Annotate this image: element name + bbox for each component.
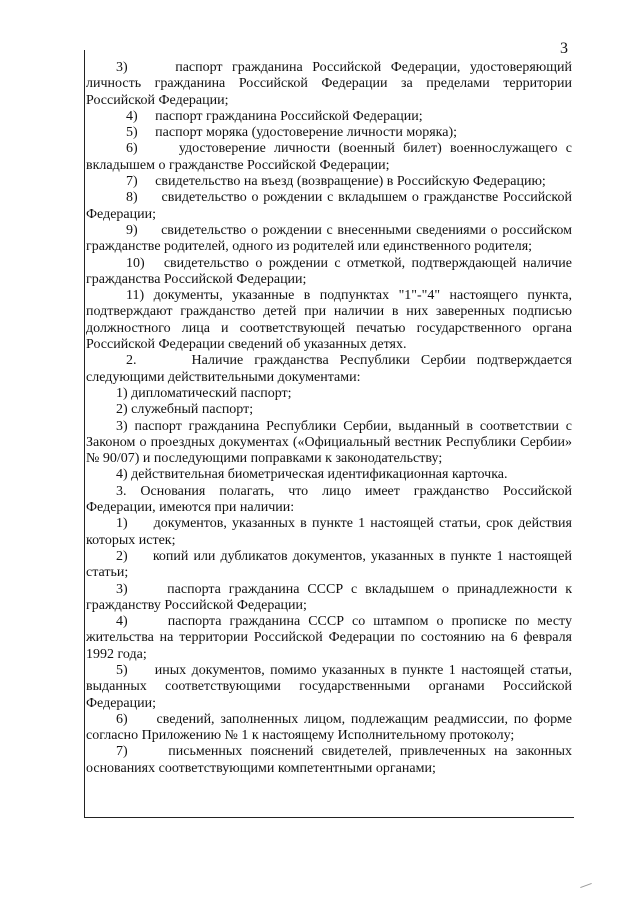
paragraph-1-4: 4) паспорт гражданина Российской Федерации;	[126, 108, 423, 124]
paragraph-1-3: 3) паспорт гражданина Российской Федерации, удостоверяющий личность гражданина Российской Федерации за пределами территории Российской Федерации;	[86, 60, 572, 108]
paragraph-3-5: 5) иных документов, помимо указанных в пункте 1 настоящей статьи, выданных соответствующими государственными органами Российской Федерации;	[86, 662, 572, 711]
paragraph-3-4: 4) паспорта гражданина СССР со штампом о прописке по месту жительства на территории Российской Федерации по состоянию на 6 февраля 1992 года;	[86, 614, 572, 662]
paragraph-1-5: 5) паспорт моряка (удостоверение личности моряка);	[126, 125, 458, 141]
paragraph-2-2: 2) служебный паспорт;	[116, 402, 254, 418]
paragraph-3-7: 7) письменных пояснений свидетелей, привлеченных на законных основаниях соответствующими компетентными органами;	[86, 744, 572, 776]
paragraph-1-10: 10) свидетельство о рождении с отметкой, подтверждающей наличие гражданства Российской Федерации;	[86, 255, 572, 287]
paragraph-3-1: 1) документов, указанных в пункте 1 настоящей статьи, срок действия которых истек;	[86, 516, 572, 548]
document-body	[86, 60, 572, 777]
paragraph-3-2: 2) копий или дубликатов документов, указанных в пункте 1 настоящей статьи;	[86, 548, 572, 581]
paragraph-3-6: 6) сведений, заполненных лицом, подлежащим реадмиссии, по форме согласно Приложению № 1 к настоящему Исполнительному протоколу;	[86, 711, 572, 744]
paragraph-2-1: 1) дипломатический паспорт;	[116, 385, 292, 401]
paragraph-1-8: 8) свидетельство о рождении с вкладышем о гражданстве Российской Федерации;	[86, 190, 572, 222]
paragraph-1-11: 11) документы, указанные в подпунктах "1"-"4" настоящего пункта, подтверждают гражданство детей при наличии в них заверенных подписью должностного лица и соответствующей печатью государственного органа Российской Федерации сведений об указанных детях.	[86, 288, 572, 353]
paragraph-2-4: 4) действительная биометрическая идентификационная карточка.	[116, 467, 508, 483]
paragraph-1-7: 7) свидетельство на въезд (возвращение) в Российскую Федерацию;	[126, 174, 546, 190]
paragraph-3-3: 3) паспорта гражданина СССР с вкладышем о принадлежности к гражданству Российской Федерации;	[86, 581, 572, 613]
frame-bottom-border	[84, 817, 574, 818]
signature-mark	[580, 880, 604, 890]
section-3-heading: 3. Основания полагать, что лицо имеет гражданство Российской Федерации, имеются при наличии:	[86, 483, 572, 516]
paragraph-1-6: 6) удостоверение личности (военный билет) военнослужащего с вкладышем о гражданстве Российской Федерации;	[86, 141, 572, 173]
page-number: 3	[560, 40, 568, 57]
paragraph-1-9: 9) свидетельство о рождении с внесенными сведениями о российском гражданстве родителей, одного из родителей или единственного родителя;	[86, 222, 572, 255]
section-2-heading: 2. Наличие гражданства Республики Сербии подтверждается следующими действительными документами:	[86, 353, 572, 385]
frame-left-border	[84, 50, 85, 818]
paragraph-2-3: 3) паспорт гражданина Республики Сербии, выданный в соответствии с Законом о проездных документах («Официальный вестник Республики Сербии» № 90/07) и последующими поправками к законодательству;	[86, 418, 572, 467]
